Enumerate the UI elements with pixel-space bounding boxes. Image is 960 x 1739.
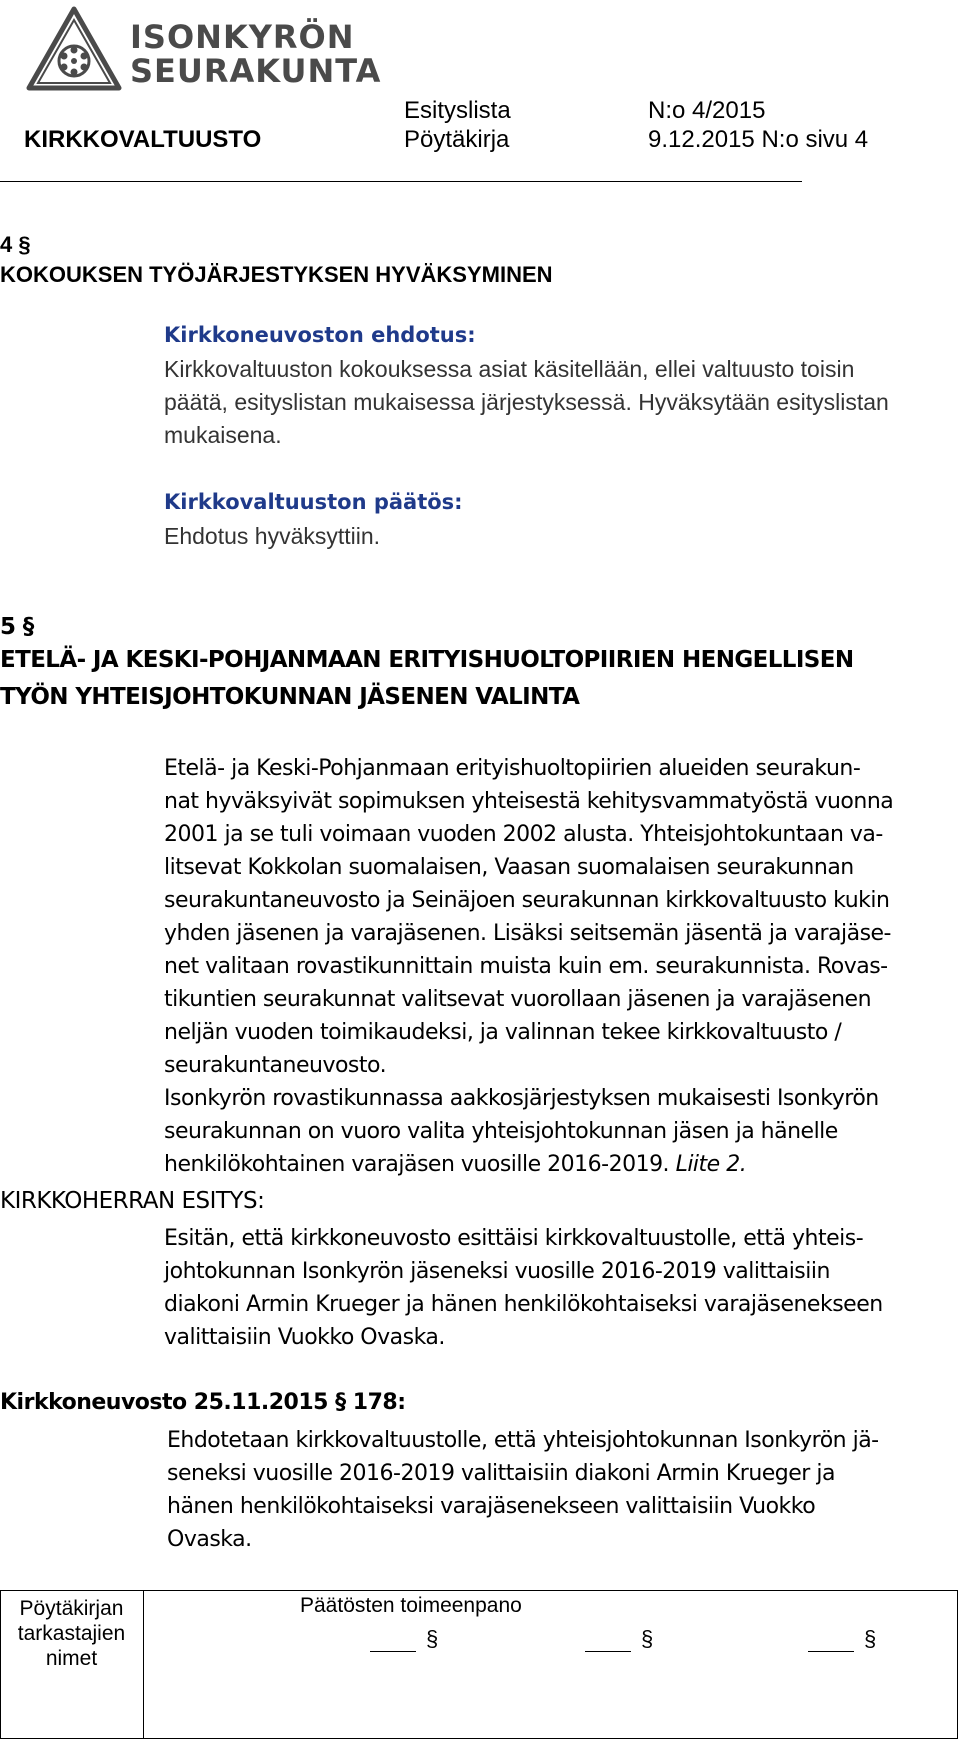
doc-body: KIRKKOVALTUUSTO: [24, 126, 262, 153]
org-name-line1: ISONKYRÖN: [130, 18, 355, 56]
text-line: seurakunnan on vuoro valita yhteisjohtokunnan jäsen ja hänelle: [164, 1119, 838, 1144]
text-line: Ehdotetaan kirkkovaltuustolle, että yhteisjohtokunnan Isonkyrön jä-: [167, 1428, 879, 1453]
doc-number: N:o 4/2015: [648, 97, 766, 124]
text-line: seneksi vuosille 2016-2019 valittaisiin diakoni Armin Krueger ja: [167, 1461, 835, 1486]
doc-type-minutes: Pöytäkirja: [404, 126, 510, 153]
section-5-council-heading: Kirkkoneuvosto 25.11.2015 § 178:: [0, 1390, 406, 1415]
section-4-proposal-heading: Kirkkoneuvoston ehdotus:: [164, 323, 476, 347]
paragraph-sign: §: [864, 1626, 877, 1651]
footer-checkers: [0, 1596, 143, 1671]
section-4-number: 4 §: [0, 232, 31, 257]
text-line: [164, 1148, 944, 1181]
text-line: neljän vuoden toimikaudeksi, ja valinnan tekee kirkkovaltuusto /: [164, 1020, 842, 1045]
text-line: johtokunnan Isonkyrön jäseneksi vuosille 2016-2019 valittaisiin: [164, 1259, 830, 1284]
text-line: mukaisena.: [164, 422, 282, 448]
text-line: seurakuntaneuvosto ja Seinäjoen seurakunnan kirkkovaltuusto kukin: [164, 888, 890, 913]
doc-type-agenda: Esityslista: [404, 97, 511, 124]
blank-line: [585, 1631, 631, 1652]
text-line: net valitaan rovastikunnittain muista kuin em. seurakunnista. Rovas-: [164, 954, 888, 979]
church-logo: [24, 6, 124, 94]
text-line: Etelä- ja Keski-Pohjanmaan erityishuoltopiirien alueiden seurakun-: [164, 756, 861, 781]
footer-divider: [143, 1590, 144, 1739]
section-5-proposal: [164, 1222, 944, 1354]
section-5-title-line2: TYÖN YHTEISJOHTOKUNNAN JÄSENEN VALINTA: [0, 684, 580, 710]
footer-left-line: nimet: [45, 1647, 98, 1670]
paragraph-sign: §: [641, 1626, 654, 1651]
footer-par-entry-2: [585, 1626, 653, 1652]
section-5-body: [164, 752, 944, 1181]
text-line: Kirkkovaltuuston kokouksessa asiat käsitellään, ellei valtuusto toisin: [164, 356, 855, 382]
footer-par-entry-1: [370, 1626, 438, 1652]
footer-left-line: Pöytäkirjan: [19, 1597, 124, 1620]
text-line: yhden jäsenen ja varajäsenen. Lisäksi seitsemän jäsentä ja varajäse-: [164, 921, 891, 946]
paragraph-sign: §: [426, 1626, 439, 1651]
text-line: nat hyväksyivät sopimuksen yhteisestä kehitysvammatyöstä vuonna: [164, 789, 894, 814]
blank-line: [808, 1631, 854, 1652]
section-4-proposal: [164, 353, 944, 452]
text-line: Ovaska.: [167, 1527, 252, 1552]
attachment-ref: Liite 2.: [675, 1152, 747, 1177]
header-rule: [0, 181, 802, 182]
blank-line: [370, 1631, 416, 1652]
text-line: litsevat Kokkolan suomalaisen, Vaasan suomalaisen seurakunnan: [164, 855, 854, 880]
text-line: seurakuntaneuvosto.: [164, 1053, 387, 1078]
section-4-decision-heading: Kirkkovaltuuston päätös:: [164, 490, 463, 514]
section-4-decision: Ehdotus hyväksyttiin.: [164, 523, 381, 549]
doc-date-page: 9.12.2015 N:o sivu 4: [648, 126, 869, 153]
section-4-title: KOKOUKSEN TYÖJÄRJESTYKSEN HYVÄKSYMINEN: [0, 262, 553, 287]
text-line: tikuntien seurakunnat valitsevat vuorollaan jäsenen ja varajäsenen: [164, 987, 872, 1012]
footer-par-entry-3: [808, 1626, 876, 1652]
footer-implementation-title: Päätösten toimeenpano: [300, 1594, 522, 1617]
text-line: 2001 ja se tuli voimaan vuoden 2002 alusta. Yhteisjohtokuntaan va-: [164, 822, 883, 847]
section-5-council: [167, 1424, 947, 1556]
text-line: Esitän, että kirkkoneuvosto esittäisi kirkkovaltuustolle, että yhteis-: [164, 1226, 864, 1251]
footer-left-line: tarkastajien: [17, 1622, 126, 1645]
org-name-line2: SEURAKUNTA: [130, 52, 382, 90]
section-5-title-line1: ETELÄ- JA KESKI-POHJANMAAN ERITYISHUOLTOPIIRIEN HENGELLISEN: [0, 647, 854, 673]
section-5-proposal-heading: KIRKKOHERRAN ESITYS:: [0, 1188, 265, 1214]
text-segment: henkilökohtainen varajäsen vuosille 2016-2019.: [164, 1152, 670, 1177]
text-line: päätä, esityslistan mukaisessa järjestyksessä. Hyväksytään esityslistan: [164, 389, 889, 415]
text-line: Isonkyrön rovastikunnassa aakkosjärjestyksen mukaisesti Isonkyrön: [164, 1086, 879, 1111]
text-line: valittaisiin Vuokko Ovaska.: [164, 1325, 445, 1350]
section-5-number: 5 §: [0, 614, 34, 640]
text-line: diakoni Armin Krueger ja hänen henkilökohtaiseksi varajäsenekseen: [164, 1292, 883, 1317]
text-line: hänen henkilökohtaiseksi varajäsenekseen valittaisiin Vuokko: [167, 1494, 816, 1519]
church-emblem-icon: [24, 6, 124, 94]
